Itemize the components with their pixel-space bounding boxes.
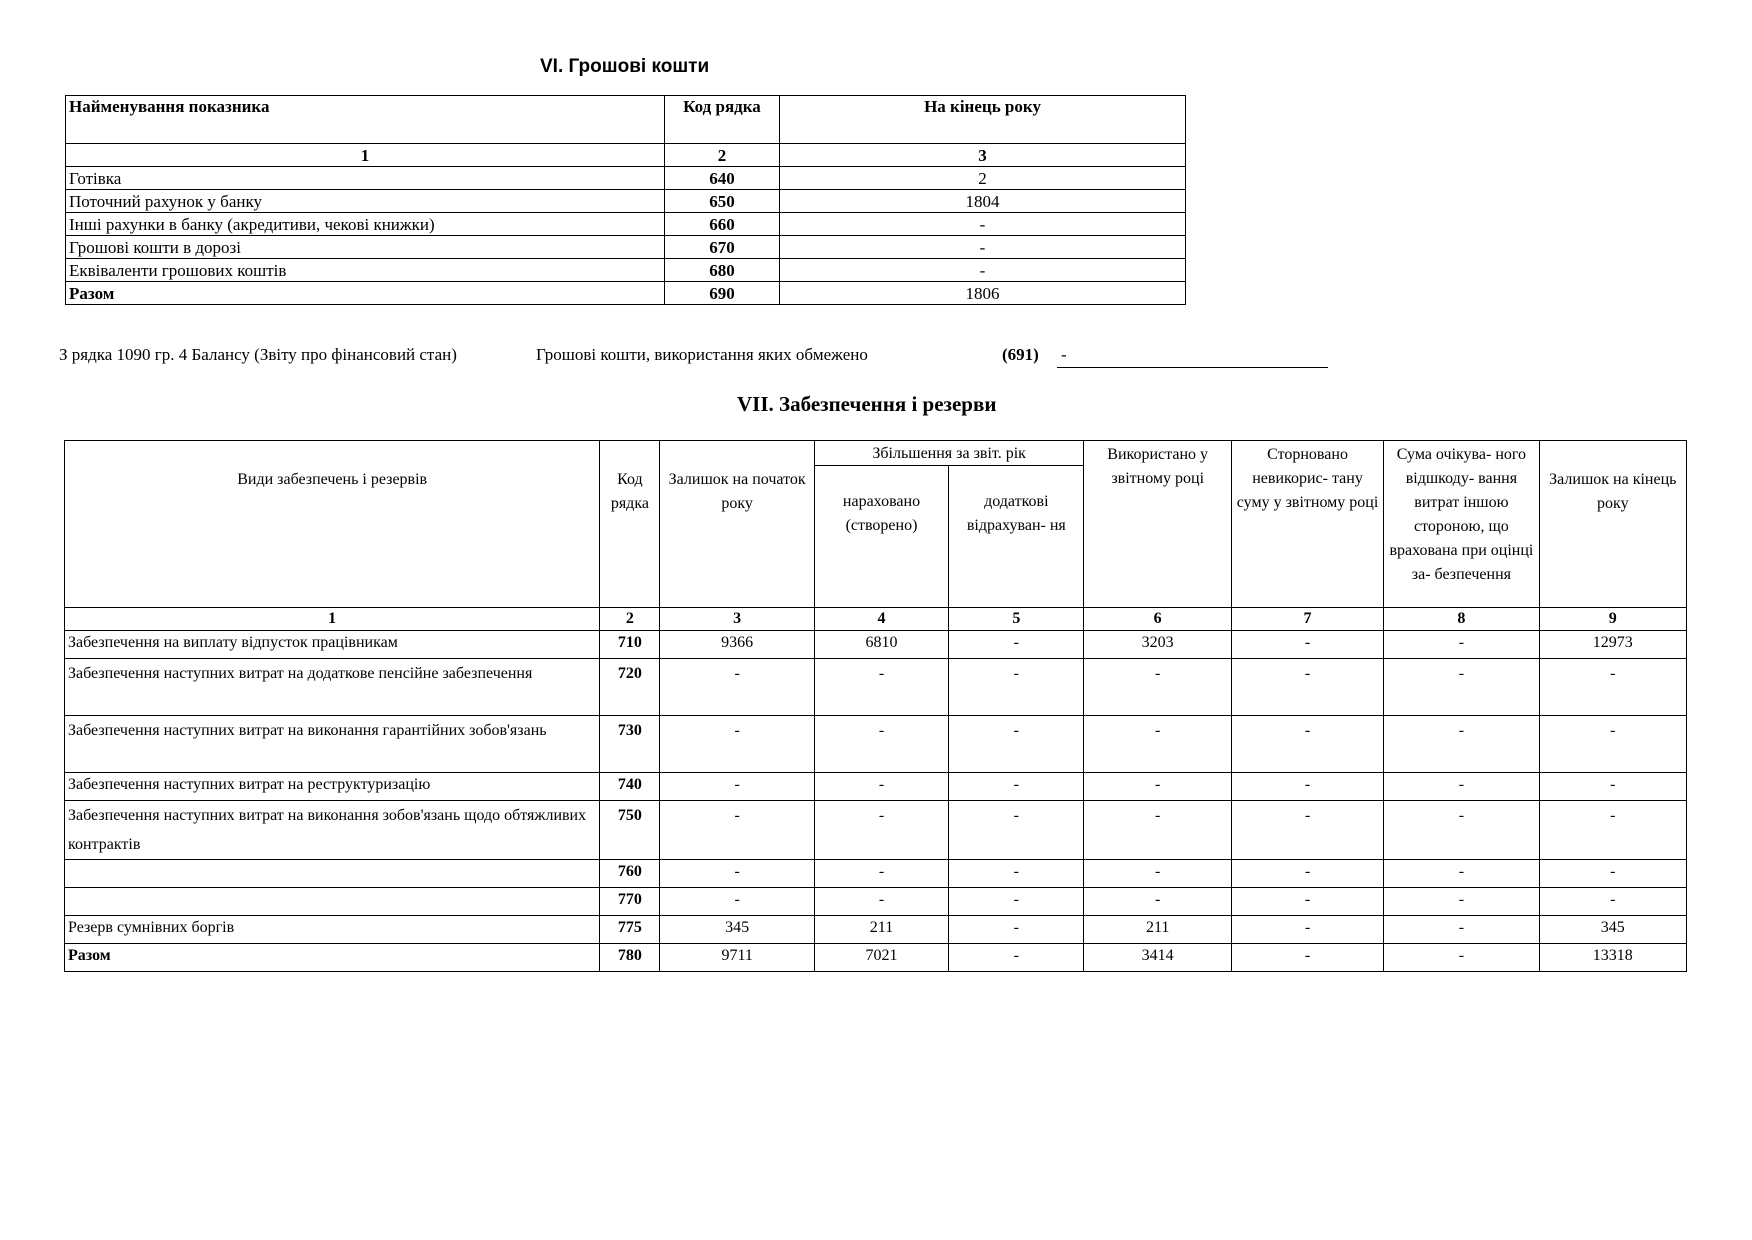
table-row: [66, 259, 1186, 282]
row-value: -: [660, 716, 814, 773]
table-row: [65, 801, 1687, 860]
row-code: 720: [600, 659, 660, 716]
restricted-source: З рядка 1090 гр. 4 Балансу (Звіту про фінансовий стан): [59, 345, 457, 364]
row-value: -: [1231, 659, 1383, 716]
header-code: Код рядка: [600, 441, 660, 608]
row-code: 710: [600, 631, 660, 659]
row-value: -: [1384, 888, 1539, 916]
col-number: 9: [1539, 608, 1686, 631]
row-value: -: [814, 773, 948, 801]
row-value: -: [780, 213, 1186, 236]
row-value: -: [949, 773, 1084, 801]
row-value: -: [780, 259, 1186, 282]
row-value: -: [1539, 801, 1686, 860]
col-number: 2: [665, 144, 780, 167]
row-value: -: [1539, 888, 1686, 916]
row-name: Інші рахунки в банку (акредитиви, чекові книжки): [66, 213, 665, 236]
row-value: -: [1384, 773, 1539, 801]
row-value: -: [1539, 716, 1686, 773]
row-value: -: [814, 659, 948, 716]
col-number: 3: [780, 144, 1186, 167]
row-value: -: [1539, 659, 1686, 716]
header-reversed: Сторновано невикорис- тану суму у звітному році: [1231, 441, 1383, 608]
table-row: [65, 916, 1687, 944]
row-value: -: [1084, 801, 1231, 860]
row-value: -: [949, 801, 1084, 860]
col-number: 8: [1384, 608, 1539, 631]
provisions-table: [64, 440, 1687, 972]
row-value: -: [660, 801, 814, 860]
row-value: 9366: [660, 631, 814, 659]
table-row: [65, 773, 1687, 801]
row-value: -: [1084, 888, 1231, 916]
row-value: -: [949, 716, 1084, 773]
row-name: Забезпечення на виплату відпусток працівникам: [65, 631, 600, 659]
header-type: Види забезпечень і резервів: [65, 441, 600, 608]
row-value: 7021: [814, 944, 948, 972]
table-row: [65, 659, 1687, 716]
row-code: 730: [600, 716, 660, 773]
row-value: -: [660, 860, 814, 888]
row-value: -: [1231, 716, 1383, 773]
row-value: -: [1231, 773, 1383, 801]
row-code: 760: [600, 860, 660, 888]
row-code: 775: [600, 916, 660, 944]
header-name: Найменування показника: [66, 96, 665, 144]
row-value: -: [814, 801, 948, 860]
row-value: 211: [1084, 916, 1231, 944]
total-row: [66, 282, 1186, 305]
row-name: Готівка: [66, 167, 665, 190]
row-value: -: [1539, 773, 1686, 801]
row-value: -: [1384, 860, 1539, 888]
row-name: Разом: [66, 282, 665, 305]
header-start: Залишок на початок року: [660, 441, 814, 608]
header-code: Код рядка: [665, 96, 780, 144]
row-code: 660: [665, 213, 780, 236]
row-name: Еквіваленти грошових коштів: [66, 259, 665, 282]
row-value: 13318: [1539, 944, 1686, 972]
row-value: -: [949, 631, 1084, 659]
row-value: -: [780, 236, 1186, 259]
row-value: -: [1231, 916, 1383, 944]
row-value: -: [1384, 944, 1539, 972]
row-value: -: [1231, 801, 1383, 860]
row-value: -: [1231, 888, 1383, 916]
row-value: -: [1384, 631, 1539, 659]
row-code: 680: [665, 259, 780, 282]
col-number: 1: [66, 144, 665, 167]
row-value: -: [949, 659, 1084, 716]
restricted-value: -: [1061, 345, 1067, 364]
row-code: 740: [600, 773, 660, 801]
header-additional: додаткові відрахуван- ня: [949, 466, 1084, 608]
table-row: [66, 190, 1186, 213]
table-row: [65, 860, 1687, 888]
table-row: [66, 236, 1186, 259]
cash-table: [65, 95, 1186, 305]
row-value: -: [1384, 716, 1539, 773]
row-value: 6810: [814, 631, 948, 659]
row-code: 640: [665, 167, 780, 190]
row-value: -: [1231, 944, 1383, 972]
section-6-title: VI. Грошові кошти: [540, 56, 710, 77]
row-value: -: [1084, 860, 1231, 888]
row-value: 1806: [780, 282, 1186, 305]
row-value: -: [1384, 659, 1539, 716]
row-name: Забезпечення наступних витрат на виконання зобов'язань щодо обтяжливих контрактів: [65, 801, 600, 860]
header-increase-group: Збільшення за звіт. рік: [814, 441, 1084, 466]
row-code: 750: [600, 801, 660, 860]
header-expected: Сума очікува- ного відшкоду- вання витрат іншою стороною, що врахована при оцінці за- безпечення: [1384, 441, 1539, 608]
row-value: 3203: [1084, 631, 1231, 659]
table-row: [65, 888, 1687, 916]
row-value: 2: [780, 167, 1186, 190]
table-row: [65, 716, 1687, 773]
row-name: Поточний рахунок у банку: [66, 190, 665, 213]
table-row: [66, 213, 1186, 236]
row-value: 211: [814, 916, 948, 944]
row-value: -: [1231, 631, 1383, 659]
row-value: -: [949, 916, 1084, 944]
row-name: Забезпечення наступних витрат на додаткове пенсійне забезпечення: [65, 659, 600, 716]
header-end-of-year: На кінець року: [780, 96, 1186, 144]
row-value: -: [949, 944, 1084, 972]
col-number: 5: [949, 608, 1084, 631]
row-value: 9711: [660, 944, 814, 972]
row-value: -: [1539, 860, 1686, 888]
header-accrued: нараховано (створено): [814, 466, 948, 608]
row-code: 780: [600, 944, 660, 972]
col-number: 6: [1084, 608, 1231, 631]
row-name: [65, 888, 600, 916]
restricted-label: Грошові кошти, використання яких обмежено: [536, 345, 868, 364]
row-value: -: [814, 888, 948, 916]
row-value: -: [660, 773, 814, 801]
row-value: -: [1084, 773, 1231, 801]
row-code: 690: [665, 282, 780, 305]
row-value: -: [1084, 659, 1231, 716]
row-value: -: [949, 888, 1084, 916]
restricted-underline: [1057, 367, 1328, 368]
row-value: 1804: [780, 190, 1186, 213]
row-code: 770: [600, 888, 660, 916]
row-value: -: [1084, 716, 1231, 773]
section-7-title: VII. Забезпечення і резерви: [737, 392, 997, 416]
restricted-code: (691): [1002, 345, 1039, 364]
row-value: -: [1384, 801, 1539, 860]
row-name: Забезпечення наступних витрат на виконання гарантійних зобов'язань: [65, 716, 600, 773]
row-value: -: [949, 860, 1084, 888]
col-number: 2: [600, 608, 660, 631]
row-value: -: [1231, 860, 1383, 888]
table-row: [66, 167, 1186, 190]
header-end: Залишок на кінець року: [1539, 441, 1686, 608]
col-number: 4: [814, 608, 948, 631]
row-name: Грошові кошти в дорозі: [66, 236, 665, 259]
row-name: Разом: [65, 944, 600, 972]
col-number: 3: [660, 608, 814, 631]
col-number: 1: [65, 608, 600, 631]
table-row: [65, 631, 1687, 659]
row-value: 345: [1539, 916, 1686, 944]
row-value: -: [660, 888, 814, 916]
row-value: -: [1384, 916, 1539, 944]
total-row: [65, 944, 1687, 972]
row-value: -: [814, 860, 948, 888]
row-name: [65, 860, 600, 888]
row-name: Резерв сумнівних боргів: [65, 916, 600, 944]
row-value: -: [660, 659, 814, 716]
row-value: 3414: [1084, 944, 1231, 972]
row-value: -: [814, 716, 948, 773]
col-number: 7: [1231, 608, 1383, 631]
header-used: Використано у звітному році: [1084, 441, 1231, 608]
row-value: 345: [660, 916, 814, 944]
row-value: 12973: [1539, 631, 1686, 659]
row-name: Забезпечення наступних витрат на реструктуризацію: [65, 773, 600, 801]
row-code: 670: [665, 236, 780, 259]
row-code: 650: [665, 190, 780, 213]
